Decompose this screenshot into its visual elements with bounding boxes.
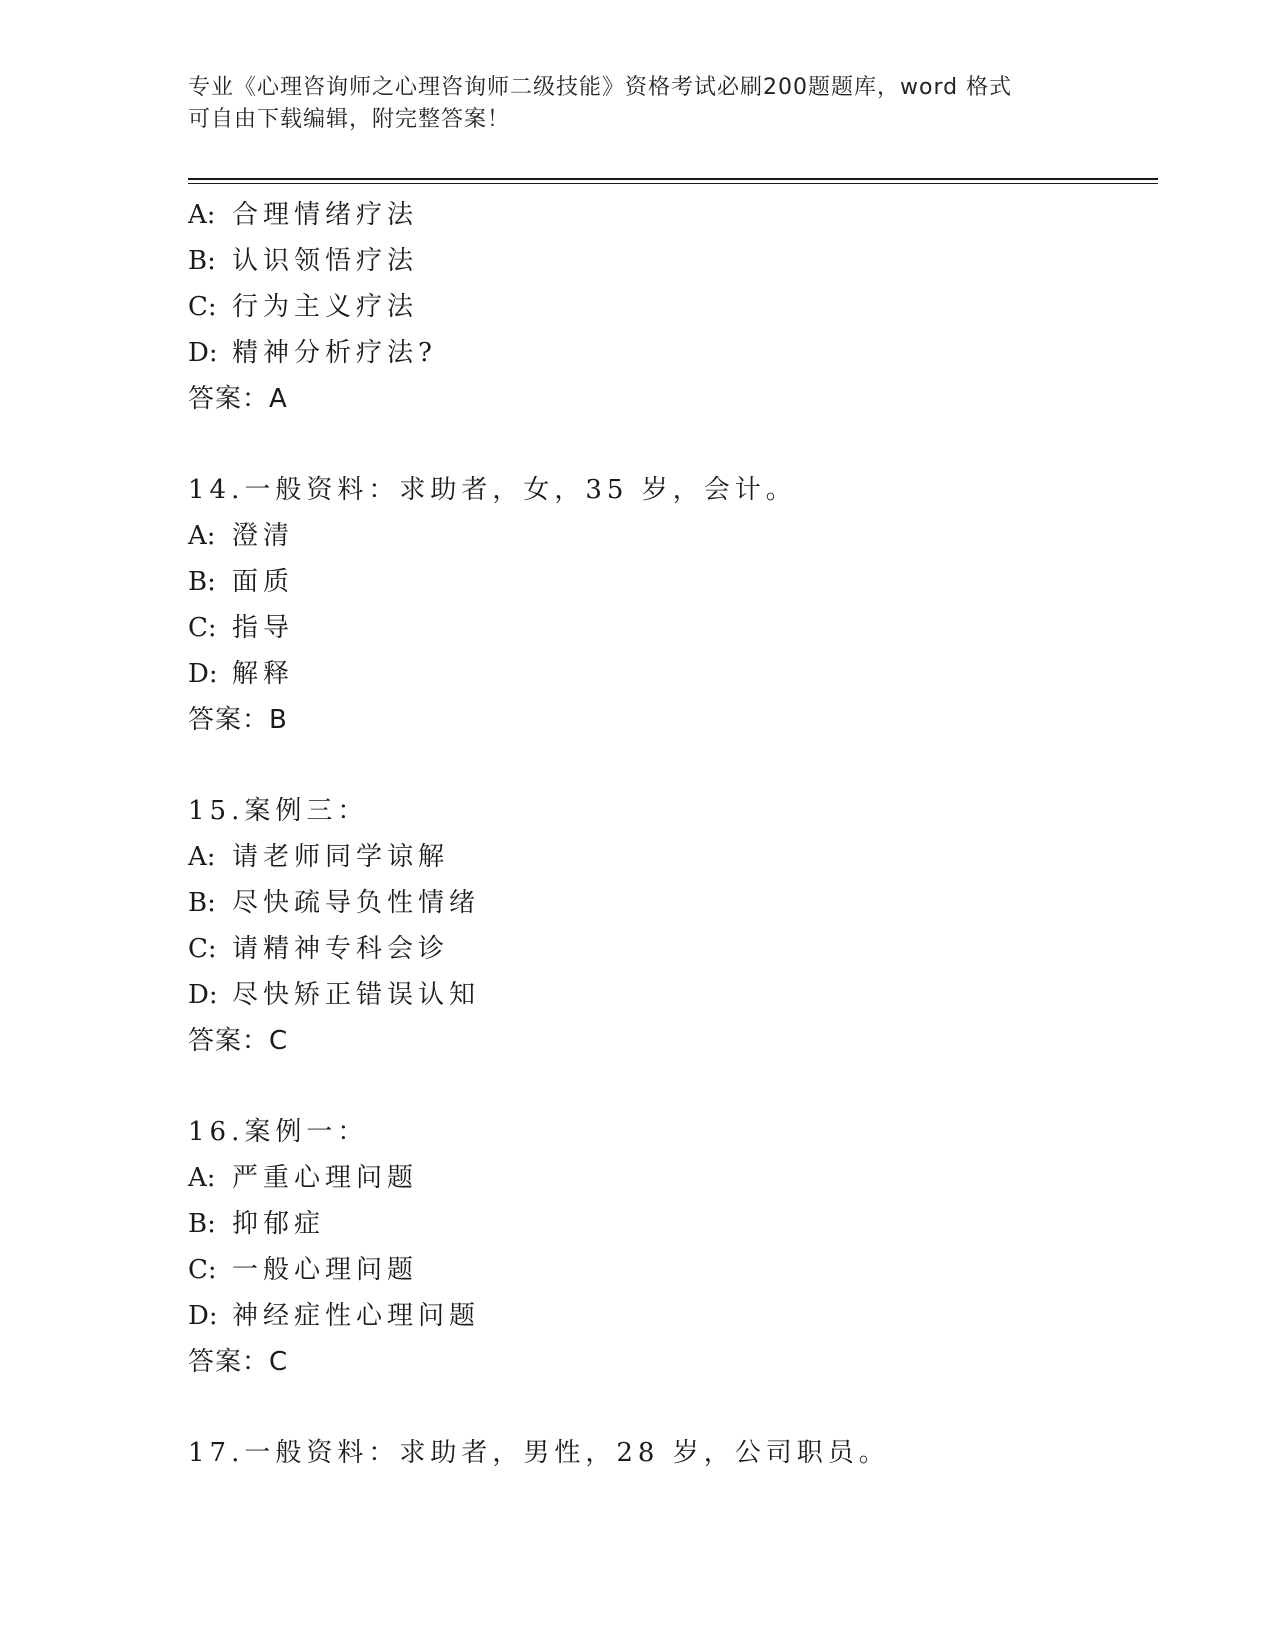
spacer [188, 1064, 1168, 1109]
answer-line: 答案：B [188, 705, 288, 735]
header-divider-thick [188, 178, 1158, 180]
document-header [188, 72, 1088, 136]
option-a: A: 澄清 [188, 521, 295, 551]
option-b: B: 认识领悟疗法 [188, 246, 419, 276]
spacer [188, 422, 1168, 467]
option-d: D: 解释 [188, 659, 295, 689]
question-block-16 [188, 1109, 1168, 1385]
option-d: D: 神经症性心理问题 [188, 1301, 481, 1331]
question-list [188, 192, 1168, 1476]
answer-line: 答案：C [188, 1347, 289, 1377]
option-d: D: 尽快矫正错误认知 [188, 980, 481, 1010]
option-b: B: 面质 [188, 567, 295, 597]
header-line-2: 可自由下载编辑，附完整答案！ [188, 107, 511, 132]
answer-line: 答案：A [188, 384, 288, 414]
question-block-17 [188, 1430, 1168, 1476]
option-c: C: 指导 [188, 613, 295, 643]
question-title: 15.案例三： [188, 796, 369, 826]
option-c: C: 请精神专科会诊 [188, 934, 450, 964]
option-c: C: 一般心理问题 [188, 1255, 419, 1285]
question-block-15 [188, 788, 1168, 1064]
question-title: 17.一般资料：求助者，男性，28 岁，公司职员。 [188, 1438, 890, 1468]
option-a: A: 严重心理问题 [188, 1163, 419, 1193]
option-a: A: 合理情绪疗法 [188, 200, 419, 230]
header-line-1: 专业《心理咨询师之心理咨询师二级技能》资格考试必刷200题题库，word 格式 [188, 75, 1013, 100]
option-b: B: 尽快疏导负性情绪 [188, 888, 481, 918]
answer-line: 答案：C [188, 1026, 289, 1056]
question-title: 16.案例一： [188, 1117, 369, 1147]
option-a: A: 请老师同学谅解 [188, 842, 450, 872]
header-divider-thin [188, 183, 1158, 184]
option-b: B: 抑郁症 [188, 1209, 326, 1239]
spacer [188, 743, 1168, 788]
question-title: 14.一般资料：求助者，女，35 岁，会计。 [188, 475, 797, 505]
spacer [188, 1385, 1168, 1430]
question-block-13 [188, 192, 1168, 422]
option-d: D: 精神分析疗法? [188, 338, 437, 368]
option-c: C: 行为主义疗法 [188, 292, 419, 322]
question-block-14 [188, 467, 1168, 743]
